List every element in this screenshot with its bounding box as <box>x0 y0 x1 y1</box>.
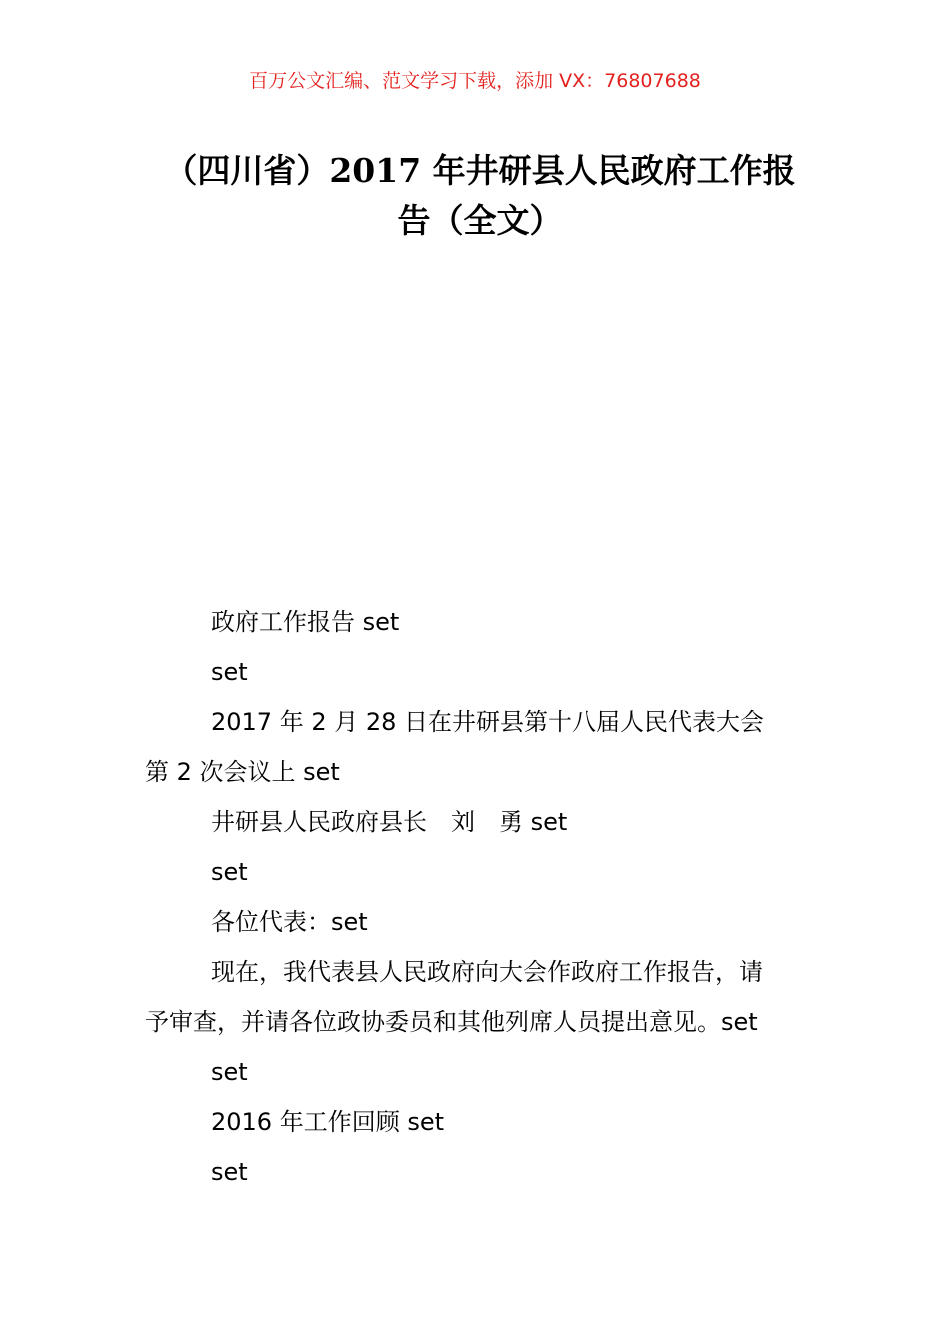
paragraph-continuation: 第 2 次会议上 set <box>145 758 340 786</box>
paragraph: set <box>211 1158 248 1186</box>
title-line-1: （四川省）2017 年井研县人民政府工作报 <box>164 151 796 190</box>
document-title <box>150 146 810 246</box>
paragraph: set <box>211 1058 248 1086</box>
paragraph-line: 现在，我代表县人民政府向大会作政府工作报告，请 <box>211 958 763 986</box>
paragraph-section-heading: 2016 年工作回顾 set <box>211 1108 445 1136</box>
document-body <box>145 597 810 1197</box>
paragraph: set <box>211 858 248 886</box>
paragraph-continuation: 予审查，并请各位政协委员和其他列席人员提出意见。set <box>145 1008 758 1036</box>
title-line-2: 告（全文） <box>397 201 563 240</box>
paragraph-report-label: 政府工作报告 set <box>211 608 400 636</box>
paragraph-intro <box>145 947 810 1047</box>
header-note: 百万公文汇编、范文学习下载，添加 VX：76807688 <box>249 70 701 92</box>
paragraph-line: 2017 年 2 月 28 日在井研县第十八届人民代表大会 <box>211 708 765 736</box>
paragraph-speaker: 井研县人民政府县长 刘 勇 set <box>211 808 568 836</box>
paragraph-date-venue <box>145 697 810 797</box>
paragraph: set <box>211 658 248 686</box>
paragraph-salutation: 各位代表：set <box>211 908 368 936</box>
